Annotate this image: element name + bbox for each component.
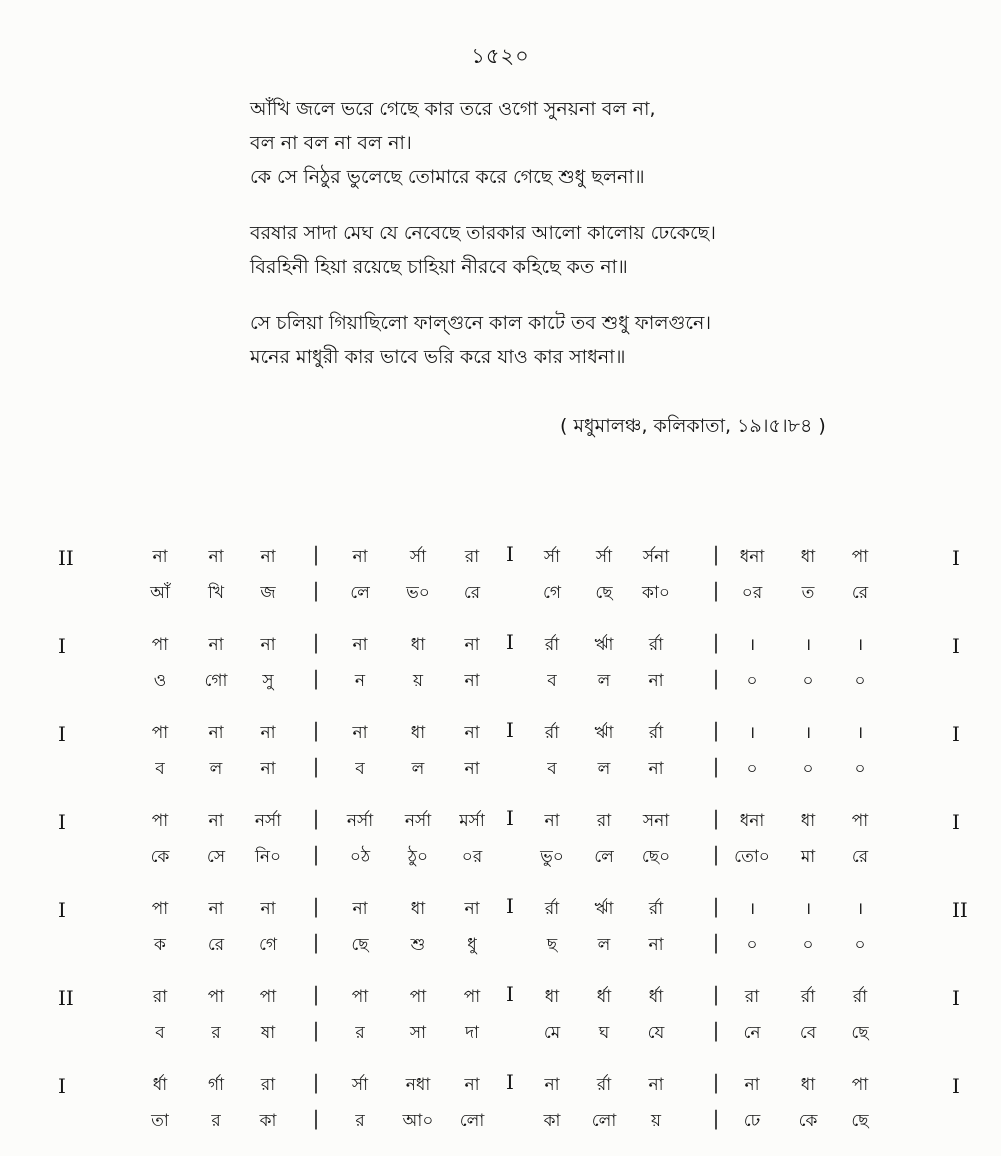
lyric-syllable: না <box>464 671 480 691</box>
lyric-syllable: লে <box>350 583 370 603</box>
lyric-syllable: ল <box>597 671 611 691</box>
lyric-syllable: ০ <box>802 759 814 779</box>
lyric-syllable: ল <box>597 759 611 779</box>
lyric-line: সে চলিয়া গিয়াছিলো ফাল্গুনে কাল কাটে তব শুধু ফালগুনে। <box>250 312 712 334</box>
lyrics-block <box>250 92 950 396</box>
lyric-syllable: আ০ <box>402 1111 434 1131</box>
swara-note: ধা <box>800 1075 816 1095</box>
swara-note: না <box>744 1075 760 1095</box>
lyric-syllable: তা <box>151 1111 169 1131</box>
swara-note: না <box>208 547 224 567</box>
swara-note: না <box>648 1075 664 1095</box>
swara-note: ধনা <box>739 811 765 831</box>
lyric-syllable: ছে <box>851 1023 869 1043</box>
beat-divider: | <box>312 1070 320 1094</box>
swara-note: না <box>208 723 224 743</box>
swara-note: র্রা <box>544 723 560 743</box>
lyric-syllable: ধু <box>467 935 477 955</box>
stanza-3 <box>250 306 950 374</box>
swara-note: ধা <box>410 899 426 919</box>
beat-divider: | <box>312 1018 320 1042</box>
lyric-syllable: না <box>260 759 276 779</box>
left-bar-mark: I <box>58 634 66 658</box>
lyric-syllable: ও <box>153 671 167 691</box>
lyric-syllable: ব <box>355 759 365 779</box>
left-bar-mark: I <box>58 898 66 922</box>
lyric-syllable: যে <box>647 1023 665 1043</box>
right-bar-mark: II <box>952 898 968 922</box>
swara-note: র্রা <box>648 723 664 743</box>
lyric-syllable: কা <box>543 1111 561 1131</box>
swara-note: পা <box>851 811 869 831</box>
lyric-syllable: ব <box>155 759 165 779</box>
lyric-syllable: র <box>355 1111 365 1131</box>
swara-note: না <box>208 811 224 831</box>
beat-divider: | <box>712 894 720 918</box>
swara-note: না <box>352 723 368 743</box>
swara-note: র্রা <box>852 987 868 1007</box>
swara-note: র্ঋা <box>594 723 614 743</box>
lyric-syllable: মা <box>800 847 816 867</box>
beat-divider: | <box>312 542 320 566</box>
lyric-syllable: ছে <box>851 1111 869 1131</box>
beat-divider: | <box>712 542 720 566</box>
lyric-syllable: কা০ <box>642 583 670 603</box>
lyric-syllable: ভ০ <box>406 583 430 603</box>
swara-note: নর্সা <box>346 811 374 831</box>
middle-bar-mark: I <box>506 806 514 830</box>
lyric-syllable: আঁ <box>150 583 170 603</box>
swara-note: রা <box>744 987 760 1007</box>
lyric-syllable: গে <box>258 935 278 955</box>
beat-divider: | <box>312 1106 320 1130</box>
lyric-syllable: খি <box>207 583 225 603</box>
beat-divider: | <box>312 806 320 830</box>
swara-note: র্রা <box>648 635 664 655</box>
beat-divider: | <box>312 842 320 866</box>
swara-note: র্রা <box>544 635 560 655</box>
right-bar-mark: I <box>952 634 960 658</box>
lyric-syllable: রে <box>851 847 869 867</box>
lyric-syllable: সু <box>262 671 274 691</box>
lyric-syllable: রে <box>207 935 225 955</box>
lyric-syllable: শু <box>410 935 426 955</box>
beat-divider: | <box>312 754 320 778</box>
swara-note: না <box>352 547 368 567</box>
left-bar-mark: I <box>58 722 66 746</box>
lyric-syllable: ০ <box>802 935 814 955</box>
lyric-syllable: র <box>211 1023 221 1043</box>
swara-note: র্গা <box>207 1075 225 1095</box>
lyric-syllable: র <box>211 1111 221 1131</box>
swara-note: পা <box>463 987 481 1007</box>
lyric-syllable: ০ <box>746 759 758 779</box>
beat-divider: | <box>712 578 720 602</box>
lyric-syllable: ০র <box>741 583 763 603</box>
beat-divider: | <box>312 666 320 690</box>
stanza-2 <box>250 216 950 284</box>
lyric-syllable: ল <box>209 759 223 779</box>
beat-divider: | <box>312 894 320 918</box>
swara-note: । <box>804 635 812 655</box>
lyric-syllable: ভু০ <box>540 847 564 867</box>
swara-note: । <box>804 899 812 919</box>
lyric-syllable: লো <box>459 1111 485 1131</box>
swara-note: না <box>352 899 368 919</box>
swara-note: রা <box>260 1075 276 1095</box>
swara-note: র্ঋা <box>594 635 614 655</box>
swara-note: নর্সা <box>254 811 282 831</box>
lyric-syllable: জ <box>260 583 276 603</box>
stanza-1 <box>250 92 950 194</box>
beat-divider: | <box>312 718 320 742</box>
swara-note: না <box>260 547 276 567</box>
lyric-syllable: গে <box>542 583 562 603</box>
beat-divider: | <box>712 806 720 830</box>
swara-note: । <box>748 899 756 919</box>
beat-divider: | <box>712 930 720 954</box>
lyric-syllable: ক <box>154 935 166 955</box>
right-bar-mark: I <box>952 986 960 1010</box>
lyric-syllable: ০র <box>461 847 483 867</box>
beat-divider: | <box>712 842 720 866</box>
lyric-syllable: ব <box>547 759 557 779</box>
swara-note: । <box>748 635 756 655</box>
swara-note: না <box>152 547 168 567</box>
left-bar-mark: I <box>58 810 66 834</box>
swara-note: র্রা <box>544 899 560 919</box>
lyric-syllable: লো <box>591 1111 617 1131</box>
lyric-syllable: মে <box>543 1023 561 1043</box>
swara-note: রা <box>464 547 480 567</box>
lyric-syllable: ঠু০ <box>407 847 429 867</box>
lyric-syllable: ছে <box>351 935 369 955</box>
lyric-line: বরষার সাদা মেঘ যে নেবেছে তারকার আলো কালোয় ঢেকেছে। <box>250 222 716 244</box>
swara-note: র্ধা <box>596 987 612 1007</box>
notation-row <box>0 804 1001 892</box>
right-bar-mark: I <box>952 722 960 746</box>
lyric-line: বল না বল না বল না। <box>250 132 412 154</box>
swara-note: সনা <box>642 811 670 831</box>
swara-note: পা <box>851 1075 869 1095</box>
lyric-syllable: ত <box>801 583 815 603</box>
left-bar-mark: II <box>58 546 74 570</box>
beat-divider: | <box>312 630 320 654</box>
swara-note: ধা <box>410 723 426 743</box>
swara-note: না <box>464 1075 480 1095</box>
lyric-syllable: কে <box>150 847 170 867</box>
lyric-syllable: বে <box>799 1023 817 1043</box>
swara-note: ধা <box>544 987 560 1007</box>
notation-row <box>0 892 1001 980</box>
beat-divider: | <box>712 754 720 778</box>
swara-note: র্সা <box>409 547 427 567</box>
lyric-syllable: সা <box>409 1023 427 1043</box>
page-number: ১৫২০ <box>471 44 530 68</box>
swara-note: পা <box>151 899 169 919</box>
swara-note: নর্সা <box>404 811 432 831</box>
beat-divider: | <box>312 578 320 602</box>
swara-note: না <box>464 635 480 655</box>
swara-note: র্রা <box>648 899 664 919</box>
notation-row <box>0 980 1001 1068</box>
swara-note: র্ধা <box>152 1075 168 1095</box>
notation-table <box>0 540 1001 1156</box>
swara-note: না <box>464 899 480 919</box>
swara-note: র্রা <box>596 1075 612 1095</box>
swara-note: না <box>260 635 276 655</box>
swara-note: র্সা <box>595 547 613 567</box>
swara-note: র্ঋা <box>594 899 614 919</box>
lyric-syllable: য় <box>412 671 424 691</box>
lyric-syllable: ল <box>411 759 425 779</box>
lyric-syllable: সে <box>206 847 226 867</box>
lyric-syllable: গো <box>204 671 228 691</box>
swara-note: না <box>352 635 368 655</box>
swara-note: না <box>260 899 276 919</box>
swara-note: পা <box>151 723 169 743</box>
lyric-syllable: ০ <box>854 671 866 691</box>
lyric-syllable: ০ <box>746 935 758 955</box>
source-note: ( মধুমালঞ্চ, কলিকাতা, ১৯।৫।৮৪ ) <box>560 415 826 437</box>
swara-note: পা <box>207 987 225 1007</box>
swara-note: । <box>748 723 756 743</box>
swara-note: । <box>856 635 864 655</box>
swara-note: রা <box>596 811 612 831</box>
swara-note: । <box>804 723 812 743</box>
beat-divider: | <box>712 630 720 654</box>
lyric-syllable: ল <box>597 935 611 955</box>
left-bar-mark: I <box>58 1074 66 1098</box>
swara-note: পা <box>259 987 277 1007</box>
lyric-syllable: না <box>648 671 664 691</box>
swara-note: ধা <box>410 635 426 655</box>
lyric-syllable: য় <box>650 1111 662 1131</box>
beat-divider: | <box>712 1018 720 1042</box>
swara-note: না <box>208 899 224 919</box>
lyric-syllable: ব <box>155 1023 165 1043</box>
middle-bar-mark: I <box>506 1070 514 1094</box>
notation-row <box>0 628 1001 716</box>
swara-note: পা <box>151 635 169 655</box>
lyric-syllable: ০ <box>802 671 814 691</box>
lyric-syllable: রে <box>463 583 481 603</box>
lyric-syllable: কে <box>798 1111 818 1131</box>
swara-note: র্সনা <box>642 547 670 567</box>
lyric-line: আঁখি জলে ভরে গেছে কার তরে ওগো সুনয়না বল না, <box>250 98 656 120</box>
lyric-syllable: র <box>355 1023 365 1043</box>
lyric-syllable: নে <box>743 1023 761 1043</box>
lyric-line: কে সে নিঠুর ভুলেছে তোমারে করে গেছে শুধু ছলনা॥ <box>250 166 645 188</box>
middle-bar-mark: I <box>506 718 514 742</box>
lyric-syllable: ন <box>354 671 366 691</box>
swara-note: র্সা <box>351 1075 369 1095</box>
swara-note: রা <box>152 987 168 1007</box>
lyric-syllable: তো০ <box>734 847 770 867</box>
swara-note: না <box>544 1075 560 1095</box>
lyric-syllable: ঘ <box>598 1023 610 1043</box>
swara-note: পা <box>151 811 169 831</box>
swara-note: ধনা <box>739 547 765 567</box>
beat-divider: | <box>312 982 320 1006</box>
swara-note: পা <box>351 987 369 1007</box>
swara-note: ধা <box>800 547 816 567</box>
beat-divider: | <box>712 666 720 690</box>
right-bar-mark: I <box>952 1074 960 1098</box>
swara-note: । <box>856 899 864 919</box>
right-bar-mark: I <box>952 546 960 570</box>
middle-bar-mark: I <box>506 982 514 1006</box>
lyric-syllable: ব <box>547 671 557 691</box>
lyric-syllable: ০ <box>854 935 866 955</box>
right-bar-mark: I <box>952 810 960 834</box>
swara-note: পা <box>409 987 427 1007</box>
lyric-syllable: দা <box>465 1023 479 1043</box>
swara-note: র্ধা <box>648 987 664 1007</box>
lyric-syllable: না <box>648 759 664 779</box>
swara-note: না <box>208 635 224 655</box>
lyric-syllable: ০ <box>854 759 866 779</box>
swara-note: মর্সা <box>459 811 485 831</box>
lyric-syllable: ছ <box>546 935 558 955</box>
swara-note: র্রা <box>800 987 816 1007</box>
lyric-syllable: না <box>648 935 664 955</box>
lyric-syllable: ছে <box>595 583 613 603</box>
beat-divider: | <box>312 930 320 954</box>
lyric-syllable: কা <box>259 1111 277 1131</box>
middle-bar-mark: I <box>506 542 514 566</box>
swara-note: ধা <box>800 811 816 831</box>
lyric-syllable: ছে০ <box>641 847 671 867</box>
swara-note: না <box>544 811 560 831</box>
notation-row <box>0 540 1001 628</box>
lyric-line: বিরহিনী হিয়া রয়েছে চাহিয়া নীরবে কহিছে কত না॥ <box>250 256 628 278</box>
middle-bar-mark: I <box>506 894 514 918</box>
beat-divider: | <box>712 982 720 1006</box>
swara-note: না <box>260 723 276 743</box>
swara-note: । <box>856 723 864 743</box>
middle-bar-mark: I <box>506 630 514 654</box>
beat-divider: | <box>712 718 720 742</box>
beat-divider: | <box>712 1106 720 1130</box>
swara-note: নধা <box>405 1075 431 1095</box>
lyric-syllable: রে <box>851 583 869 603</box>
left-bar-mark: II <box>58 986 74 1010</box>
notation-row <box>0 1068 1001 1156</box>
lyric-syllable: ০ <box>746 671 758 691</box>
notation-row <box>0 716 1001 804</box>
lyric-syllable: না <box>464 759 480 779</box>
lyric-syllable: ০ঠ <box>349 847 371 867</box>
beat-divider: | <box>712 1070 720 1094</box>
lyric-syllable: নি০ <box>254 847 282 867</box>
swara-note: র্সা <box>543 547 561 567</box>
lyric-syllable: ষা <box>260 1023 276 1043</box>
lyric-syllable: ঢে <box>743 1111 761 1131</box>
lyric-line: মনের মাধুরী কার ভাবে ভরি করে যাও কার সাধনা॥ <box>250 346 626 368</box>
swara-note: পা <box>851 547 869 567</box>
lyric-syllable: লে <box>594 847 614 867</box>
swara-note: না <box>464 723 480 743</box>
